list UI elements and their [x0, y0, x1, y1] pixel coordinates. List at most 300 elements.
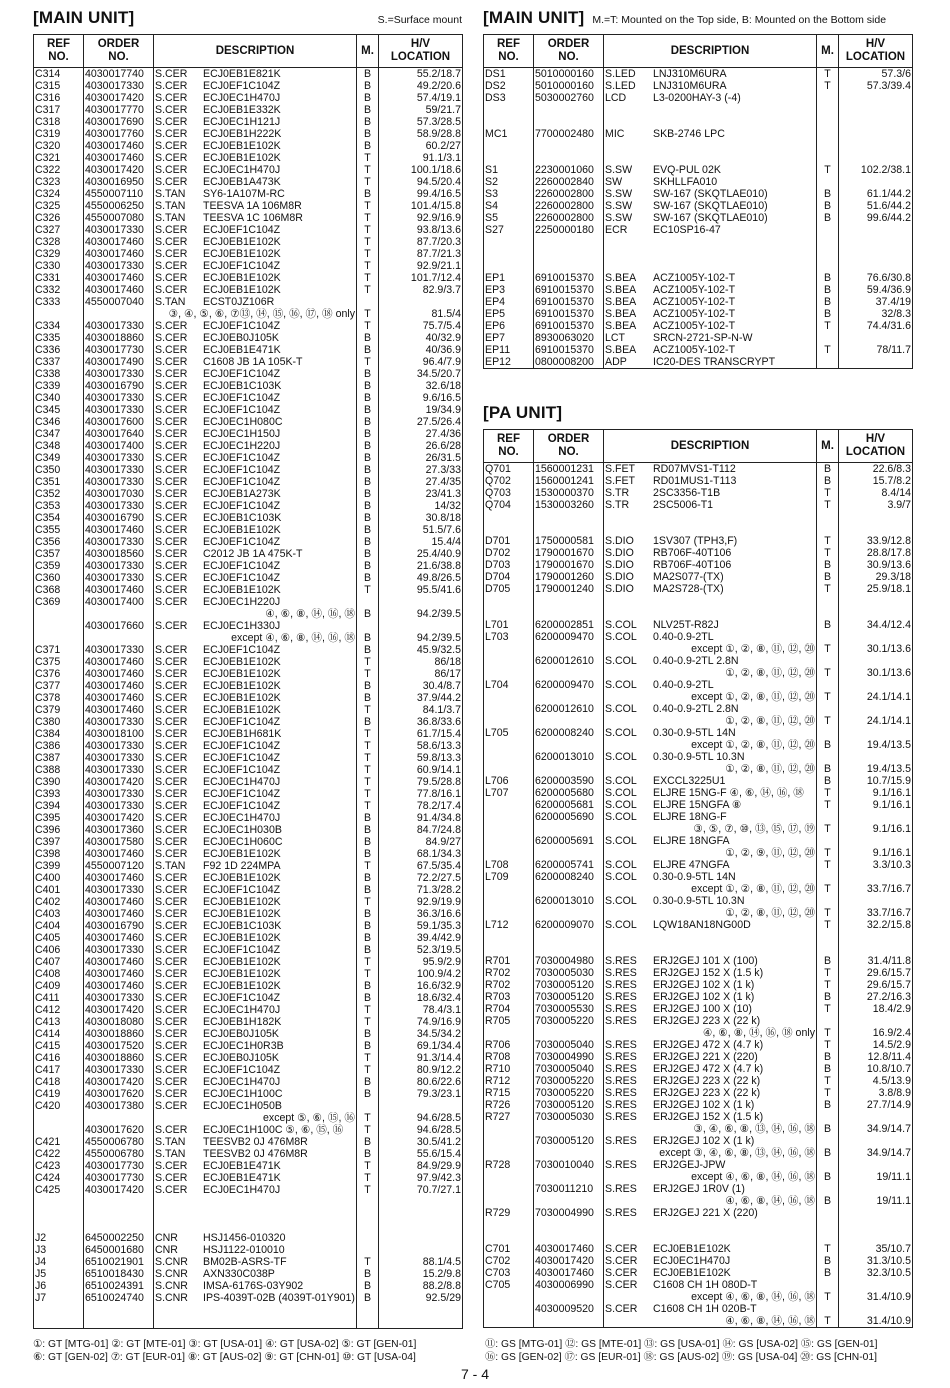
table-row [484, 92, 913, 104]
table-row [34, 1208, 463, 1220]
cell-order-no: 6200009070 [534, 919, 604, 931]
parts-table-main-unit [483, 34, 913, 369]
cell-ref-no: C319 [34, 128, 84, 140]
cell-order-no [84, 1112, 154, 1124]
cell-order-no: 4030017330 [84, 716, 154, 728]
table-row [34, 608, 463, 620]
cell-description [154, 788, 357, 800]
part-description: SKHLLFA010 [653, 176, 718, 188]
cell-mount: B [357, 848, 379, 860]
cell-order-no: 7030005120 [534, 1099, 604, 1111]
cell-location: 92.9/19.9 [379, 896, 463, 908]
cell-mount: B [817, 463, 839, 476]
cell-order-no: 4030017460 [84, 932, 154, 944]
cell-location: 14.5/2.9 [839, 1039, 913, 1051]
cell-mount: T [357, 1124, 379, 1136]
cell-order-no [534, 236, 604, 248]
main-unit-left-section [33, 8, 462, 1329]
cell-description [604, 739, 817, 751]
part-description: ECJ0EF1C104Z [203, 224, 281, 236]
table-row [34, 968, 463, 980]
cell-mount [817, 1279, 839, 1291]
table-row [484, 1087, 913, 1099]
cell-location: 30.9/13.6 [839, 559, 913, 571]
cell-location [839, 931, 913, 943]
cell-description [154, 476, 357, 488]
part-description: ECJ0EB1C103K [203, 512, 282, 524]
table-row [484, 979, 913, 991]
table-row [34, 536, 463, 548]
cell-mount: B [357, 548, 379, 560]
cell-ref-no: C409 [34, 980, 84, 992]
table-row [484, 1267, 913, 1279]
cell-description [154, 1268, 357, 1280]
cell-location: 35/10.7 [839, 1243, 913, 1255]
cell-order-no [534, 907, 604, 919]
part-description: ④, ⑥, ⑧, ⑭, ⑯, ⑱ only [702, 1027, 815, 1039]
header-location: H/V LOCATION [839, 35, 913, 68]
part-description: 0.30-0.9-5TL 10.3N [653, 895, 745, 907]
part-description: RB706F-40T106 [653, 559, 732, 571]
table-row [484, 511, 913, 523]
part-type: S.CER [155, 644, 188, 656]
part-description: 1SV307 (TPH3,F) [653, 535, 738, 547]
cell-order-no: 4030017330 [84, 1064, 154, 1076]
part-description: ERJ2GEJ 100 X (10) [653, 1003, 752, 1015]
cell-ref-no [34, 1112, 84, 1124]
cell-description [604, 104, 817, 116]
cell-mount: B [357, 1292, 379, 1304]
cell-description [154, 908, 357, 920]
part-description: ③, ④, ⑤, ⑥, ⑦⑬, ⑭, ⑮, ⑯, ⑰, ⑱ only [168, 308, 355, 320]
cell-order-no: 4030017580 [84, 836, 154, 848]
part-description: ECJ0EC1H470J [653, 1255, 731, 1267]
part-description: ④, ⑥, ⑧, ⑭, ⑯, ⑱ [725, 1195, 815, 1207]
part-type: S.CER [155, 716, 188, 728]
cell-mount: B [357, 560, 379, 572]
cell-order-no [534, 1291, 604, 1303]
cell-description [154, 1304, 357, 1316]
cell-location: 101.7/12.4 [379, 272, 463, 284]
table-row [484, 703, 913, 715]
table-row [34, 380, 463, 392]
part-description: ERJ2GEJ 221 X (220) [653, 1051, 758, 1063]
table-row [484, 140, 913, 152]
cell-description [604, 919, 817, 931]
part-description: ERJ2GEJ 223 X (22 k) [653, 1087, 761, 1099]
cell-description [154, 644, 357, 656]
cell-description [604, 1063, 817, 1075]
cell-order-no: 6200005680 [534, 787, 604, 799]
cell-order-no: 6910015370 [534, 284, 604, 296]
cell-ref-no [34, 1196, 84, 1208]
part-type: S.CER [155, 368, 188, 380]
table-row [34, 1052, 463, 1064]
part-description: ECJ0EF1C104Z [203, 452, 281, 464]
table-row [484, 739, 913, 751]
cell-ref-no: J4 [34, 1256, 84, 1268]
cell-order-no: 6200002851 [534, 619, 604, 631]
part-description: ECJ0EF1C104Z [203, 80, 281, 92]
table-row [484, 188, 913, 200]
cell-mount: T [357, 776, 379, 788]
cell-description [154, 632, 357, 644]
cell-description [154, 692, 357, 704]
cell-order-no: 4030017460 [84, 896, 154, 908]
cell-location: 26/31.5 [379, 452, 463, 464]
cell-ref-no: C375 [34, 656, 84, 668]
table-row [34, 80, 463, 92]
cell-description [154, 836, 357, 848]
cell-location: 34.9/14.7 [839, 1123, 913, 1135]
cell-description [604, 655, 817, 667]
cell-ref-no: C399 [34, 860, 84, 872]
cell-mount: B [817, 1051, 839, 1063]
table-row [484, 1303, 913, 1315]
cell-order-no [534, 739, 604, 751]
cell-mount [817, 140, 839, 152]
part-type: S.CER [155, 236, 188, 248]
table-row [34, 128, 463, 140]
cell-location: 31.4/11.8 [839, 955, 913, 967]
cell-location: 27.5/26.4 [379, 416, 463, 428]
part-description: ①, ②, ⑨, ⑪, ⑫, ⑳ [725, 847, 815, 859]
table-row [484, 1003, 913, 1015]
part-type: S.COL [605, 919, 637, 931]
part-type: S.RES [605, 1135, 637, 1147]
cell-order-no: 4030017330 [84, 80, 154, 92]
cell-location [379, 1220, 463, 1232]
cell-description [154, 596, 357, 608]
table-row [484, 943, 913, 955]
part-type: S.COL [605, 727, 637, 739]
cell-mount: T [817, 1003, 839, 1015]
table-row [34, 176, 463, 188]
part-type: S.CER [155, 332, 188, 344]
table-row [484, 643, 913, 655]
cell-description [154, 176, 357, 188]
cell-description [154, 800, 357, 812]
cell-ref-no: C413 [34, 1016, 84, 1028]
cell-location [839, 1183, 913, 1195]
cell-description [604, 1051, 817, 1063]
cell-location: 78/11.7 [839, 344, 913, 356]
part-type: S.CER [155, 80, 188, 92]
table-row [34, 848, 463, 860]
cell-description [604, 487, 817, 499]
cell-mount: T [817, 823, 839, 835]
cell-ref-no: C424 [34, 1172, 84, 1184]
cell-order-no [534, 1123, 604, 1135]
cell-location [839, 356, 913, 369]
cell-location: 102.2/38.1 [839, 164, 913, 176]
cell-order-no: 4030017330 [84, 644, 154, 656]
cell-description [154, 1076, 357, 1088]
part-description: MA2S728-(TX) [653, 583, 724, 595]
cell-description [604, 811, 817, 823]
cell-location: 101.4/15.8 [379, 200, 463, 212]
cell-order-no: 7030011210 [534, 1183, 604, 1195]
cell-location: 34.5/34.2 [379, 1028, 463, 1040]
cell-description [154, 872, 357, 884]
cell-order-no: 1530003260 [534, 499, 604, 511]
table-row [484, 955, 913, 967]
cell-order-no: 4030017330 [84, 536, 154, 548]
cell-location: 15.4/4 [379, 536, 463, 548]
cell-description [154, 1172, 357, 1184]
cell-ref-no: R727 [484, 1111, 534, 1123]
cell-order-no [84, 1220, 154, 1232]
cell-location: 59/21.7 [379, 104, 463, 116]
cell-order-no: 4030017330 [84, 560, 154, 572]
cell-description [604, 128, 817, 140]
table-row [484, 104, 913, 116]
cell-ref-no [484, 883, 534, 895]
cell-location: 8.4/14 [839, 487, 913, 499]
cell-description [604, 1255, 817, 1267]
table-row [34, 188, 463, 200]
cell-mount: B [357, 608, 379, 620]
part-type: S.CER [155, 776, 188, 788]
cell-location: 58.6/13.3 [379, 740, 463, 752]
part-type: S.CER [155, 548, 188, 560]
cell-ref-no: R702 [484, 967, 534, 979]
cell-order-no: 6200008240 [534, 871, 604, 883]
cell-order-no: 4030017420 [84, 164, 154, 176]
part-type: S.CER [155, 1052, 188, 1064]
cell-description [154, 812, 357, 824]
cell-mount: T [817, 1087, 839, 1099]
cell-order-no: 4030009520 [534, 1303, 604, 1315]
table-row [34, 776, 463, 788]
cell-location: 57.3/6 [839, 68, 913, 81]
table-row [34, 704, 463, 716]
cell-description [604, 775, 817, 787]
part-type: S.RES [605, 979, 637, 991]
cell-order-no [534, 667, 604, 679]
cell-order-no: 4030017460 [84, 704, 154, 716]
cell-location: 99.6/44.2 [839, 212, 913, 224]
table-row [484, 296, 913, 308]
cell-mount: T [817, 715, 839, 727]
part-type: S.TAN [155, 200, 186, 212]
part-type: S.CNR [155, 1268, 188, 1280]
cell-location [839, 727, 913, 739]
part-type: S.CER [155, 140, 188, 152]
part-type: S.COL [605, 871, 637, 883]
cell-order-no: 7030005040 [534, 1063, 604, 1075]
cell-mount [817, 104, 839, 116]
cell-description [604, 1099, 817, 1111]
cell-ref-no [34, 620, 84, 632]
table-row [34, 1088, 463, 1100]
cell-location: 74.4/31.6 [839, 320, 913, 332]
cell-order-no: 4030017460 [84, 584, 154, 596]
table-row [484, 332, 913, 344]
cell-order-no: 4030018860 [84, 1028, 154, 1040]
cell-order-no: 4030017620 [84, 1124, 154, 1136]
cell-ref-no: EP6 [484, 320, 534, 332]
table-row [34, 584, 463, 596]
cell-location: 57.3/28.5 [379, 116, 463, 128]
cell-mount: B [357, 680, 379, 692]
cell-description [604, 979, 817, 991]
cell-ref-no: R710 [484, 1063, 534, 1075]
table-row [34, 368, 463, 380]
part-type: S.CER [155, 740, 188, 752]
part-description: IC20-DES TRANSCRYPT [653, 356, 776, 368]
part-type: S.CER [155, 476, 188, 488]
cell-order-no: 7030005530 [534, 1003, 604, 1015]
cell-order-no: 2260002800 [534, 188, 604, 200]
cell-ref-no: C333 [34, 296, 84, 308]
table-row [34, 632, 463, 644]
cell-mount: B [357, 812, 379, 824]
cell-ref-no [484, 236, 534, 248]
cell-location [839, 104, 913, 116]
part-description: ECJ0EF1C104Z [203, 368, 281, 380]
cell-location [839, 595, 913, 607]
cell-description [154, 488, 357, 500]
table-row [34, 752, 463, 764]
part-description: 0.40-0.9-2TL [653, 679, 714, 691]
cell-mount: B [817, 212, 839, 224]
cell-mount: T [817, 535, 839, 547]
cell-ref-no: C394 [34, 800, 84, 812]
table-row [34, 1112, 463, 1124]
cell-location [839, 871, 913, 883]
cell-location: 16.9/2.4 [839, 1027, 913, 1039]
cell-description [604, 787, 817, 799]
table-row [484, 751, 913, 763]
parts-table-pa-unit [483, 429, 913, 1328]
part-description: ECJ0EC1H220J [203, 596, 281, 608]
cell-location: 70.7/27.1 [379, 1184, 463, 1196]
cell-order-no [534, 763, 604, 775]
table-row [34, 836, 463, 848]
part-type: S.RES [605, 991, 637, 1003]
cell-location: 9.1/16.1 [839, 787, 913, 799]
table-row [34, 680, 463, 692]
table-row [484, 571, 913, 583]
cell-mount [817, 811, 839, 823]
cell-order-no: 4030017460 [84, 968, 154, 980]
part-type: S.COL [605, 679, 637, 691]
table-row [484, 212, 913, 224]
part-type: S.CER [155, 584, 188, 596]
cell-order-no: 6910015370 [534, 272, 604, 284]
cell-order-no [534, 1231, 604, 1243]
part-description: ECJ0EB1E102K [203, 896, 281, 908]
cell-ref-no: C359 [34, 560, 84, 572]
table-header-row [484, 430, 913, 463]
cell-order-no: 6510024740 [84, 1292, 154, 1304]
part-description: ECJ0EC1H030B [203, 824, 282, 836]
part-description: ECJ0EF1C104Z [203, 716, 281, 728]
cell-ref-no: C356 [34, 536, 84, 548]
cell-description [154, 1148, 357, 1160]
header-description: DESCRIPTION [604, 430, 817, 463]
cell-location: 55.6/15.4 [379, 1148, 463, 1160]
cell-description [604, 1207, 817, 1219]
cell-location: 75.7/5.4 [379, 320, 463, 332]
part-type: S.TAN [155, 296, 186, 308]
part-description: TEESVA 1C 106M8R [203, 212, 303, 224]
table-row [484, 463, 913, 476]
cell-description [154, 728, 357, 740]
cell-order-no: 4030017330 [84, 452, 154, 464]
cell-order-no [534, 1219, 604, 1231]
header-order: ORDER NO. [534, 430, 604, 463]
cell-location: 51.5/7.6 [379, 524, 463, 536]
cell-location: 28.8/17.8 [839, 547, 913, 559]
cell-mount: B [357, 500, 379, 512]
table-row [34, 740, 463, 752]
part-type: S.COL [605, 655, 637, 667]
cell-ref-no [484, 1195, 534, 1207]
cell-description [604, 703, 817, 715]
cell-order-no: 7030005120 [534, 991, 604, 1003]
cell-order-no: 4030017330 [84, 992, 154, 1004]
cell-order-no: 4030017740 [84, 68, 154, 81]
part-description: TEESVB2 0J 476M8R [203, 1136, 308, 1148]
table-row [484, 763, 913, 775]
part-description: MA2S077-(TX) [653, 571, 724, 583]
cell-order-no [534, 523, 604, 535]
cell-mount [817, 1219, 839, 1231]
cell-description [154, 548, 357, 560]
cell-location: 59.1/35.3 [379, 920, 463, 932]
part-type: S.CER [155, 680, 188, 692]
part-description: TEESVB2 0J 476M8R [203, 1148, 308, 1160]
cell-order-no: 6200005681 [534, 799, 604, 811]
cell-description [154, 992, 357, 1004]
cell-order-no: 4030017330 [84, 404, 154, 416]
cell-description [604, 1003, 817, 1015]
part-description: ①, ②, ⑧, ⑪, ⑫, ⑳ [725, 715, 815, 727]
table-row [484, 224, 913, 236]
cell-location: 39.4/42.9 [379, 932, 463, 944]
section-title: [MAIN UNIT] [33, 8, 135, 27]
cell-mount [817, 152, 839, 164]
cell-mount: T [357, 356, 379, 368]
cell-mount: T [817, 68, 839, 81]
cell-ref-no: J2 [34, 1232, 84, 1244]
cell-mount [817, 128, 839, 140]
cell-description [154, 1220, 357, 1232]
part-description: ECJ0EB1E821K [203, 68, 281, 80]
cell-location: 31.4/10.9 [839, 1315, 913, 1328]
cell-order-no: 7030005120 [534, 1135, 604, 1147]
part-description: ECJ0EB1E102K [203, 848, 281, 860]
cell-location: 67.5/35.4 [379, 860, 463, 872]
table-row [34, 332, 463, 344]
cell-mount: T [357, 1004, 379, 1016]
part-type: S.DIO [605, 583, 634, 595]
cell-description [154, 464, 357, 476]
cell-mount [817, 751, 839, 763]
cell-description [604, 931, 817, 943]
cell-order-no: 6200005741 [534, 859, 604, 871]
cell-order-no: 4030017400 [84, 440, 154, 452]
cell-mount: B [817, 1255, 839, 1267]
part-type: S.RES [605, 967, 637, 979]
cell-description [154, 308, 357, 320]
cell-description [154, 560, 357, 572]
table-row [34, 416, 463, 428]
cell-ref-no: L703 [484, 631, 534, 643]
cell-order-no: 4030018080 [84, 1016, 154, 1028]
